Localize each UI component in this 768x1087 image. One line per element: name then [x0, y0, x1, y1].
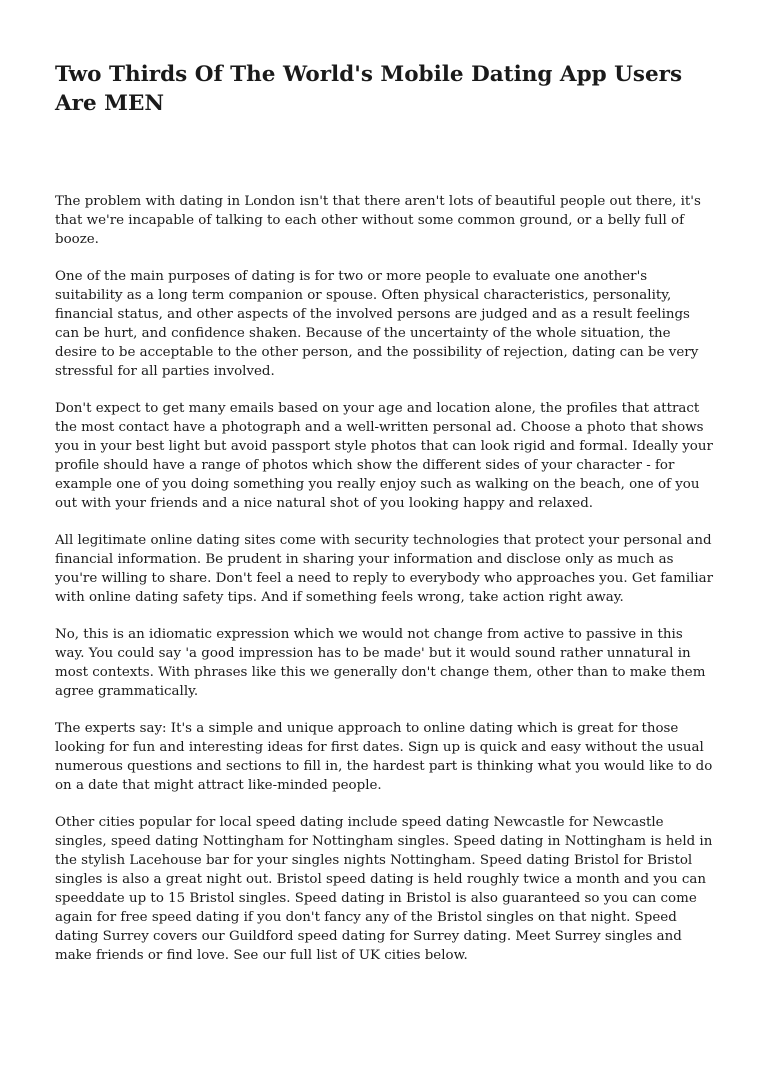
- paragraph-5: No, this is an idiomatic expression which we would not change from active to passive in this way. You could say 'a good impression has to be made' but it would sound rather unnatural in most contexts. With phrases like this we generally don't change them, other than to make them agree grammatically.: [55, 627, 706, 699]
- document-body: [55, 192, 715, 965]
- document-title: Two Thirds Of The World's Mobile Dating App Users Are MEN: [55, 62, 683, 116]
- document-page: [55, 60, 715, 983]
- paragraph-4: All legitimate online dating sites come with security technologies that protect your personal and financial information. Be prudent in sharing your information and disclose only as much as you're willing to share. Don't feel a need to reply to everybody who approaches you. Get familiar with online dating safety tips. And if something feels wrong, take action right away.: [55, 533, 714, 605]
- paragraph-1: The problem with dating in London isn't that there aren't lots of beautiful people out there, it's that we're incapable of talking to each other without some common ground, or a belly full of booze.: [55, 194, 701, 247]
- paragraph-7: Other cities popular for local speed dating include speed dating Newcastle for Newcastle singles, speed dating Nottingham for Nottingham singles. Speed dating in Nottingham is held in the stylish Lacehouse bar for your singles nights Nottingham. Speed dating Bristol for Bristol singles is also a great night out. Bristol speed dating is held roughly twice a month and you can speeddate up to 15 Bristol singles. Speed dating in Bristol is also guaranteed so you can come again for free speed dating if you don't fancy any of the Bristol singles on that night. Speed dating Surrey covers our Guildford speed dating for Surrey dating. Meet Surrey singles and make friends or find love. See our full list of UK cities below.: [55, 815, 713, 963]
- paragraph-2: One of the main purposes of dating is for two or more people to evaluate one another's suitability as a long term companion or spouse. Often physical characteristics, personality, financial status, and other aspects of the involved persons are judged and as a result feelings can be hurt, and confidence shaken. Because of the uncertainty of the whole situation, the desire to be acceptable to the other person, and the possibility of rejection, dating can be very stressful for all parties involved.: [55, 269, 699, 379]
- paragraph-3: Don't expect to get many emails based on your age and location alone, the profiles that attract the most contact have a photograph and a well-written personal ad. Choose a photo that shows you in your best light but avoid passport style photos that can look rigid and formal. Ideally your profile should have a range of photos which show the different sides of your character - for example one of you doing something you really enjoy such as walking on the beach, one of you out with your friends and a nice natural shot of you looking happy and relaxed.: [55, 401, 713, 511]
- paragraph-6: The experts say: It's a simple and unique approach to online dating which is great for those looking for fun and interesting ideas for first dates. Sign up is quick and easy without the usual numerous questions and sections to fill in, the hardest part is thinking what you would like to do on a date that might attract like-minded people.: [55, 721, 713, 793]
